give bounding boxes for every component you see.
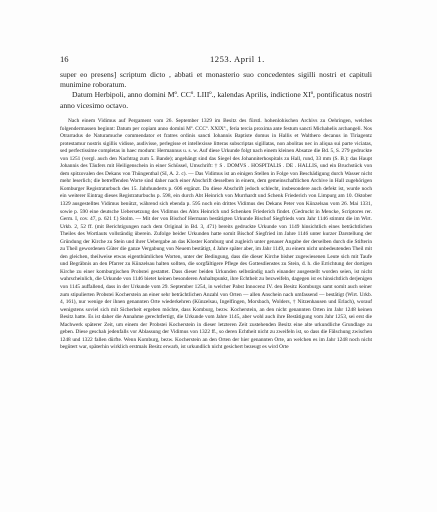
charter-dating-clause: Datum Herbipoli, anno domini Mº. CCº. LIIIº., kalendas Aprilis, indictione XIº, pontificatus nostri anno vicesimo octavo. [60,90,372,110]
charter-text [60,70,372,111]
commentary-paragraph: Nach einem Vidimus auf Pergament vom 26. September 1329 im Besitz des fürstl. hohenlohischen Archivs zu Oehringen, welches folgendermassen beginnt: Datum per copiam anno domini Mº. CCCº. XXIXº., feria tercia proxima ante festum sancti Michahelis archangeli. Nos Otrarradus de Naturamuche commendator et fratres ordinis sancti Iohannis Baptiste domus in Hallis et Walthero decanus in Tiriagentz protestamur nostris sigillis vidisse, audivisse, perlegisse et intellexisse litteras subscriptas sigillatas, non abolitas nec in aliqua sui parte viciatas, sed perfectissime completas in haec modum: Hermannus u. s. w. Auf diese Urkunde folgt nach einem kleinen Absatze die Bd. 5, S. 279 gedruckte von 1251 (vergl. auch den Nachtrag zum 5. Bande); angehängt sind das Siegel des Johanniterhospitals zu Hall, rund, 33 mm (S. B.): das Haupt Johannis des Täufers mit Heiligenschein in einer Schüssel, Umschrift: † S . DOMVS . HOSPITALIS . DE . HALLIS, und ein Bruchstück von dem spitzovalen des Dekans von Thüngenthal (SI, A. 2. c). — Das Vidimus ist an einigen Stellen in Folge von Beschädigung durch Wasser nicht mehr leserlich; die betreffenden Worte sind daher nach einer Abschrift desselben in einem, dem gemeinschaftlichen Archive in Hall zugehörigen Komburger Registraturbuch des 15. Jahrhunderts p. 606 ergänzt. Da diese Abschrift jedoch schlecht, insbesondere auch defekt ist, wurde noch ein weiterer Eintrag dieses Registraturbuchs p. 598, ein durch Abt Heinrich von Murrhardt und Schenk Friederich von Limpurg am 10. Oktober 1329 ausgestelltes Vidimus benützt, während sich ebenda p. 595 noch ein drittes Vidimus des Dekans Peter von Künzelsau vom 26. Mai 1331, sowie p. 590 eine deutsche Uebersetzung des Vidimus des Abts Heinrich und Schenken Friederich findet. (Gedruckt in Mencke, Scriptores rer. Germ. I, cov. 47, p. 621 f.) Stolm. — Mit der von Bischof Hermann bestätigten Urkunde Bischof Siegfrieds vom Jahr 1146 stimmt die im Wirt. Urkb. 2, 52 ff. (mit Berichtigungen nach dem Original in Bd. 3, 471) bereits gedruckte Urkunde von 1149 hinsichtlich eines beträchtlichen Theiles des Wortlauts vollständig überein. Zufolge beider Urkunden hatte somit Bischof Siegfried im Jahre 1146 unter kurzer Darstellung der Gründung der Kirche zu Stein und ihrer Uebergabe an das Kloster Komburg und zugleich unter genauer Angabe der derselben durch die Stifterin zu Theil gewordenen Güter die ganze Vergabung von Neuem bestätigt, 4 Jahre später aber, im Jahr 1149, zu einem nicht unbedeutenden Theil mit den gleichen, theilweise etwas eigenthümlichen Worten, unter der Bedingung, dass die dieser Kirche bisher zugewiesenen Leute sich mit Taufe und Begräbnis an den Pfarrer zu Künzelsau halten sollten, die sorgfältigere Pflege des Gottesdienstes zu Stein, d. h. die Errichtung der dortigen Kirche zu einer komburgischen Probstei gestattet. Dass dieser beiden Urkunden selbständig nach einander ausgestellt worden seien, ist nicht wahrscheinlich, die Urkunde von 1146 bietet keinen besonderen Anhaltspunkt, ihre Echtheit zu bezweifeln, dagegen ist es hinsichtlich derjenigen von 1145 auffallend, dass in der Urkunde vom 29. September 1254, in welcher Pabst Innocenz IV. den Besitz Komburgs samt somit auch seiner zum stipulierten Probstei Kocherstein an einer sehr beträchtlichen Anzahl von Orten — allen Anschein nach umfassend — bestätigt (Wirt. Urkb. 4, 161), nur wenige der ihnen genannten Orte wiederkehren (Künzelsau, Ingelfingen, Morsbach, Wolders, † Nitzenhausen und Erlach), worauf wenigstens soviel sich mit Sicherheit ergeben möchte, dass Komburg, bezw. Kocherstein, an den nicht genannten Orten im Jahr 1248 keinen Besitz hatte. Es ist daher die Annahme gerechtfertigt, die Urkunde vom Jahre 1145, aber wohl auch ihre Bestätigung vom Jahr 1253, sei erst die Machwerk späterer Zeit, um einem der Probstei Kocherstein in dieser letzteren Zeit zustehenden Besitz eine alte urkundliche Grundlage zu geben. Diese geschah jedenfalls vor Ablassung der Vidimus von 1322 ff., so deren Echtheit nicht zu zweifeln ist, so dass die Fälschung zwischen 1248 und 1322 fallen dürfte. Wenn Komburg, bezw. Kocherstein an den Orten der hier genannten Orte, an welchen es im Jahr 1248 noch nicht begütert war, späterhin wirklich erstmals Besitz erwarb, ist urkundlich nicht gesichert bezeugt es wird Orte [60,118,372,351]
editorial-commentary [60,118,372,352]
page-number: 16 [60,54,69,64]
page-header [60,54,373,68]
charter-line-1: super eo presens] scriptum dicto , abbati et monasterio suo concedentes sigilli nostri et capituli munimine roboratum. [60,70,372,90]
running-head: 1253. April 1. [210,54,265,64]
